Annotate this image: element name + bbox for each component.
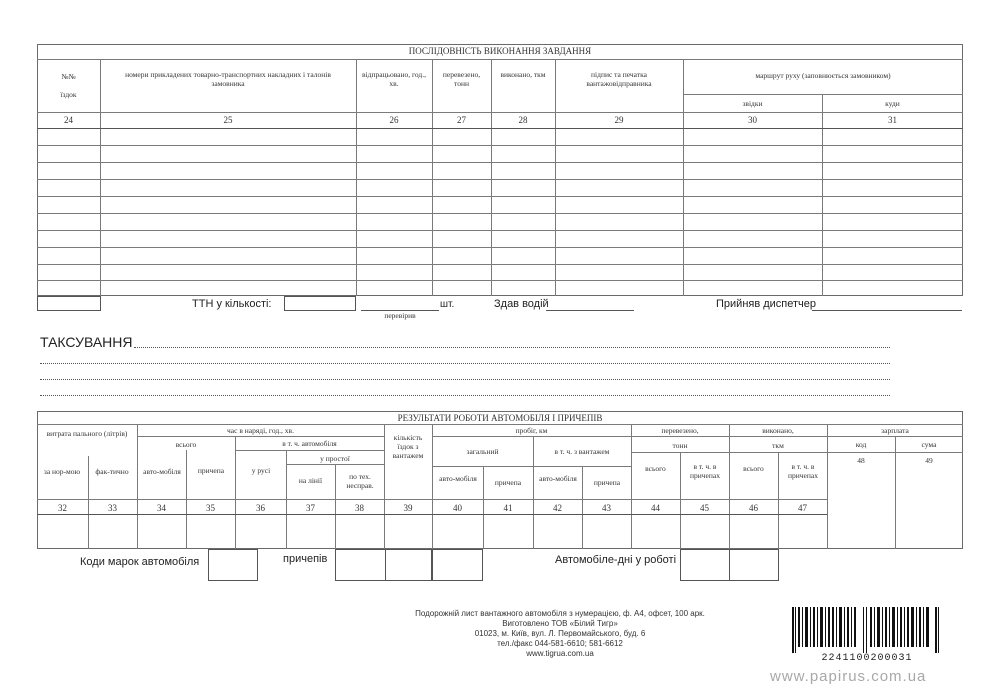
header-idle: у простої [320,454,350,463]
driver-signature-line[interactable] [546,310,634,311]
col-num-44: 44 [651,503,660,513]
col-num-30: 30 [748,115,757,125]
footer-line-2: Виготовлено ТОВ «Білий Тигр» [502,619,618,628]
car-days-box-1[interactable] [680,549,730,581]
trailer-code-box-3[interactable] [432,549,483,581]
dispatcher-label: Прийняв диспетчер [716,298,817,310]
ttn-count-label: ТТН у кількості: [192,298,272,310]
dispatcher-signature-line[interactable] [812,310,962,311]
checked-label: перевірив [384,311,416,320]
header-salary: зарплата [881,426,909,435]
header-tonnes-trailers: в т. ч. в причепах [690,462,720,480]
header-num: №№ [61,72,76,81]
trailers-label: причепів [283,553,328,565]
col-num-36: 36 [256,503,265,513]
col-num-31: 31 [888,115,897,125]
header-signature: підпис та печатка вантажовідправника [586,70,652,88]
trips-count-box[interactable] [37,296,101,311]
col-num-43: 43 [602,503,611,513]
car-codes-label: Коди марок автомобіля [80,556,200,568]
footer-imprint [380,609,740,659]
header-col49: 49 [925,456,933,465]
footer-line-3: 01023, м. Київ, вул. Л. Первомайського, буд. 6 [474,629,646,638]
divider [37,59,963,60]
col-num-41: 41 [503,503,513,513]
header-mileage-trailer: причепа [494,478,522,487]
trailer-code-box-1[interactable] [335,549,386,581]
header-sum: сума [921,440,937,449]
taxation-line-3[interactable] [40,379,890,380]
header-tkm-trailers: в т. ч. в причепах [788,462,818,480]
taxation-line-1[interactable] [134,347,890,348]
header-tkm-total: всього [743,464,764,473]
header-tonnes: тонн [672,441,688,450]
header-mileage-loaded: в т. ч. з вантажем [554,447,610,456]
header-done: виконано, [762,426,794,435]
footer-line-5: www.tigrua.com.ua [526,649,594,658]
col-num-28: 28 [518,115,528,125]
col-num-40: 40 [453,503,462,513]
sequence-table-title: ПОСЛІДОВНІСТЬ ВИКОНАННЯ ЗАВДАННЯ [408,46,592,56]
header-num-sub: їздок [60,90,77,99]
barcode-number: 2241100200031 [821,653,913,664]
col-num-45: 45 [700,503,709,513]
results-table-title: РЕЗУЛЬТАТИ РОБОТИ АВТОМОБІЛЯ І ПРИЧЕПІВ [397,413,603,423]
header-mileage: пробіг, км [515,426,548,435]
col-num-47: 47 [798,503,807,513]
col-num-29: 29 [614,115,624,125]
header-mileage-trailer2: причепа [593,478,621,487]
barcode-bars [790,607,944,653]
car-code-box[interactable] [208,549,258,581]
header-worked: відпрацьовано, год., хв. [362,70,426,88]
col-num-33: 33 [108,503,117,513]
col-num-26: 26 [389,115,399,125]
header-time-incl-car: в т. ч. автомобіля [282,439,337,448]
barcode [790,607,944,653]
col-num-37: 37 [306,503,315,513]
col-num-24: 24 [64,115,73,125]
header-fuel: витрата пального (літрів) [46,429,128,438]
col-num-38: 38 [355,503,364,513]
header-tkm: ткм [772,441,784,450]
header-time-moving: у русі [251,466,271,475]
header-idle-tech: по тех. несправ. [346,472,374,490]
header-fuel-fact: фак-тично [95,467,129,476]
watermark-site: www.papirus.com.ua [770,668,927,685]
taxation-label: ТАКСУВАННЯ [40,334,133,350]
car-days-label: Автомобіле-дні у роботі [555,554,677,566]
header-idle-line: на лінії [298,476,323,485]
header-time: час в наряді, год., хв. [227,426,294,435]
header-mileage-total: загальний [466,447,499,456]
header-trips: кількість їздок з вантажем [392,433,424,460]
col-num-32: 32 [58,503,67,513]
header-col48: 48 [857,456,865,465]
col-num-34: 34 [157,503,166,513]
header-code: код [855,440,867,449]
header-route: маршрут руху (заповнюється замовником) [755,71,891,80]
header-tonnes-total: всього [645,464,666,473]
header-fuel-norm: за нор-мою [43,467,81,476]
header-mileage-car2: авто-мобіля [539,474,577,483]
footer-line-1: Подорожній лист вантажного автомобіля з нумерацією, ф. А4, офсет, 100 арк. [415,609,705,618]
header-to: куди [885,99,900,108]
header-transported: перевезено, [661,426,699,435]
trailer-code-box-2[interactable] [385,549,432,581]
col-num-46: 46 [749,503,758,513]
header-time-trailer: причепа [197,466,225,475]
header-from: звідки [742,99,763,108]
header-mileage-car: авто-мобіля [439,474,477,483]
header-done: виконано, ткм [500,70,546,79]
pcs-label: шт. [440,299,455,310]
footer-line-4: тел./факс 044-581-6610; 581-6612 [497,639,623,648]
col-num-39: 39 [403,503,413,513]
ttn-count-box[interactable] [284,296,356,311]
col-num-35: 35 [206,503,215,513]
col-num-25: 25 [223,115,233,125]
car-days-box-2[interactable] [729,549,779,581]
header-time-total: всього [175,440,197,449]
header-time-car: авто-мобіля [143,467,181,476]
taxation-line-4[interactable] [40,395,890,396]
col-num-27: 27 [457,115,466,125]
header-ttn: номери прикладених товарно-транспортних накладних і талонів замовника [125,70,331,88]
col-num-42: 42 [553,503,562,513]
header-transported: перевезено, тонн [442,70,481,88]
taxation-line-2[interactable] [40,363,890,364]
driver-label: Здав водій [494,298,549,310]
